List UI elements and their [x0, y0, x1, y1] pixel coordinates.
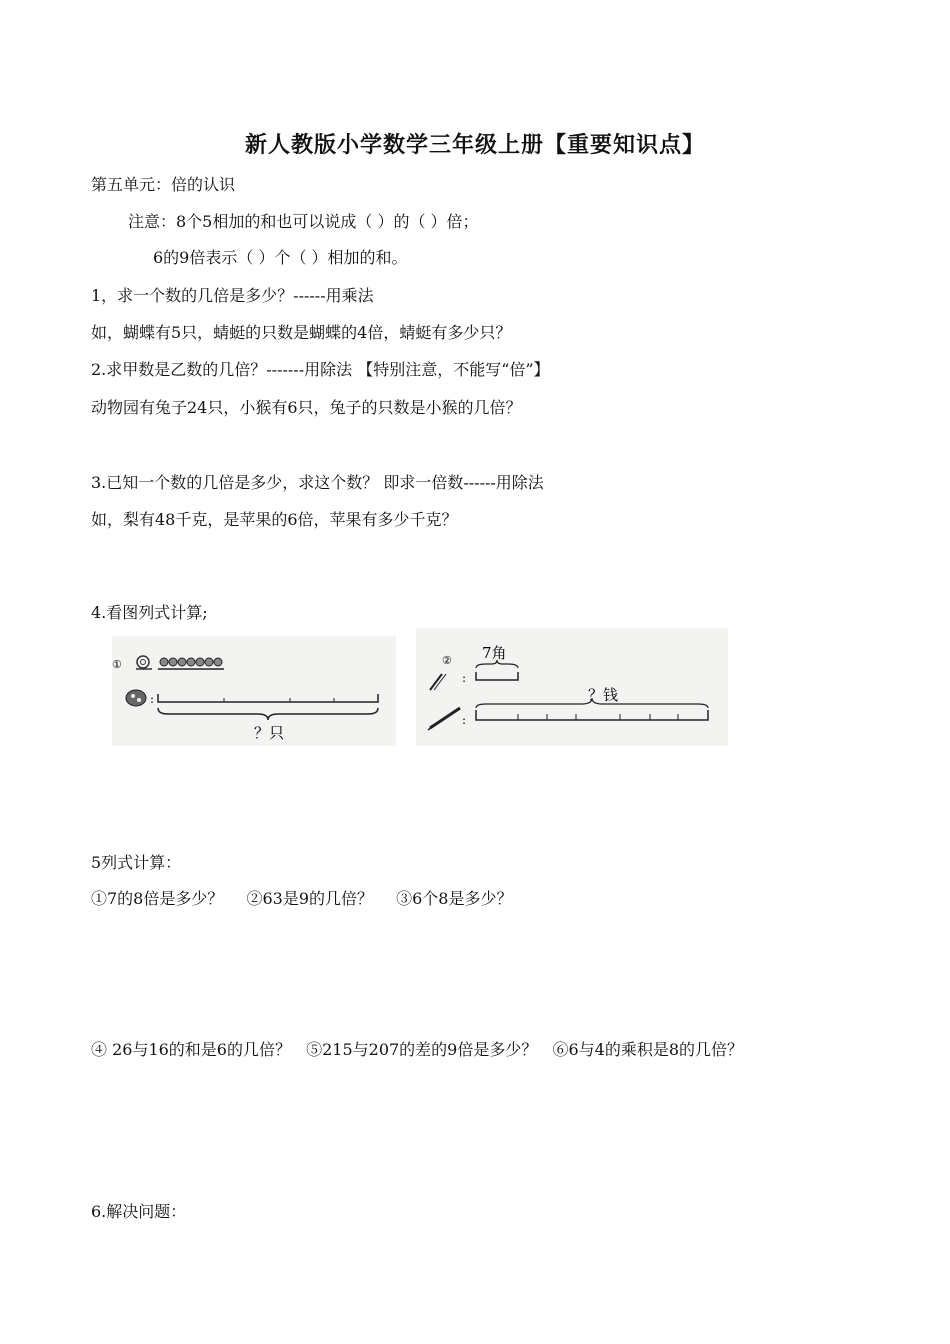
- figure-1-question: ？只: [254, 724, 285, 742]
- note-line-1: 注意：8个5相加的和也可以说成（ ）的（ ）倍；: [128, 212, 479, 231]
- calc-question-4: ④ 26与16的和是6的几倍？: [91, 1040, 291, 1059]
- point-1-example: 如，蝴蝶有5只，蜻蜓的只数是蝴蝶的4倍，蜻蜓有多少只？: [91, 323, 512, 342]
- calc-question-1: ①7的8倍是多少？: [91, 889, 224, 908]
- point-2: 2.求甲数是乙数的几倍？-------用除法 【特别注意，不能写“倍”】: [91, 360, 550, 379]
- point-2-example: 动物园有兔子24只，小猴有6只，兔子的只数是小猴的几倍？: [91, 398, 522, 417]
- note-line-2: 6的9倍表示（ ）个（ ）相加的和。: [153, 248, 408, 267]
- point-6: 6.解决问题：: [91, 1202, 187, 1221]
- point-3-example: 如，梨有48千克，是苹果的6倍，苹果有多少千克？: [91, 510, 458, 529]
- figure-2-top-label: 7角: [482, 644, 507, 662]
- calc-row-1: [91, 889, 530, 909]
- unit-heading: 第五单元：倍的认识: [91, 175, 236, 194]
- svg-text::: :: [462, 713, 467, 727]
- point-4: 4.看图列式计算;: [91, 603, 208, 622]
- bead-row: [160, 658, 222, 666]
- figure-2: [416, 628, 728, 746]
- point-1: 1，求一个数的几倍是多少？------用乘法: [91, 286, 374, 305]
- figure-1: [112, 636, 396, 746]
- calc-question-5: ⑤215与207的差的9倍是多少？: [306, 1040, 538, 1059]
- calc-row-2: [91, 1040, 761, 1060]
- snail-icon: [136, 656, 152, 669]
- ladybug-icon: [126, 690, 146, 706]
- figure-2-question: ？钱: [588, 686, 619, 704]
- page-title: 新人教版小学数学三年级上册【重要知识点】: [244, 133, 705, 158]
- figure-1-marker: ①: [112, 658, 122, 671]
- svg-text::: :: [462, 671, 467, 685]
- point-5: 5列式计算：: [91, 853, 182, 872]
- point-3: 3.已知一个数的几倍是多少，求这个数？ 即求一倍数------用除法: [91, 473, 544, 492]
- calc-question-2: ②63是9的几倍？: [246, 889, 374, 908]
- calc-question-6: ⑥6与4的乘积是8的几倍？: [552, 1040, 743, 1059]
- pencil-icon: [430, 674, 446, 690]
- figure-2-marker: ②: [442, 654, 452, 667]
- svg-text::: :: [150, 692, 155, 706]
- figure-2-diagram: [416, 628, 728, 746]
- figure-1-diagram: [112, 636, 396, 746]
- pen-icon: [428, 708, 460, 730]
- calc-question-3: ③6个8是多少？: [396, 889, 513, 908]
